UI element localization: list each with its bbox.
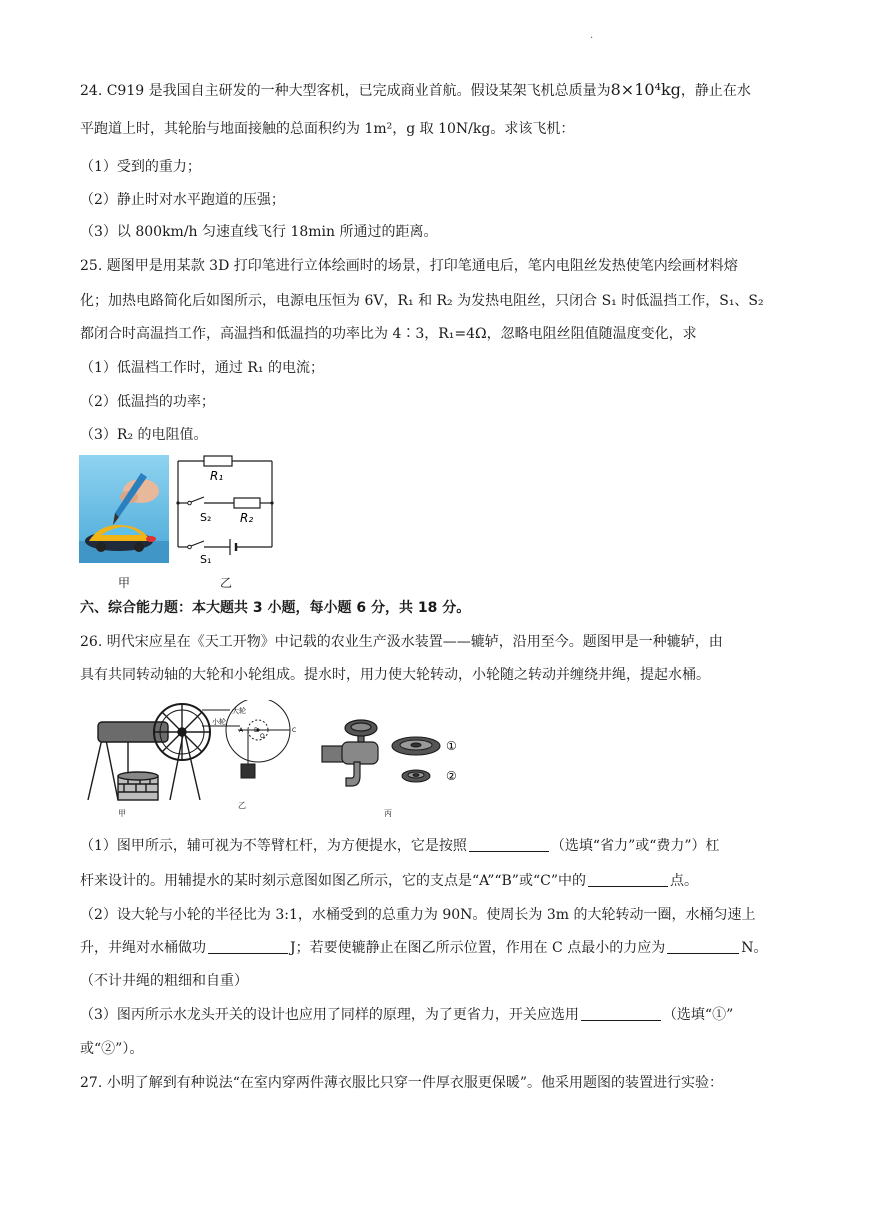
cap-yi-26: 乙	[238, 801, 246, 810]
q26-p1-d: 点。	[670, 873, 698, 889]
section-6-heading: 六、综合能力题：本大题共 3 小题，每小题 6 分，共 18 分。	[80, 600, 471, 616]
circuit-diagram	[170, 455, 280, 567]
cap-bing-26: 丙	[384, 809, 392, 818]
q26-p2-c: J；若要使辘静止在图乙所示位置，作用在 C 点最小的力应为	[290, 940, 666, 956]
header-dot: .	[590, 30, 594, 41]
answer-blank-1[interactable]	[469, 837, 549, 852]
q27-line1: 27. 小明了解到有种说法“在室内穿两件薄衣服比只穿一件厚衣服更保暖”。他采用题图的装置进行实验：	[80, 1075, 724, 1091]
q24-line1	[80, 80, 751, 101]
q24-sub2: （2）静止时对水平跑道的压强；	[80, 192, 285, 208]
q24-line1-a: 24. C919 是我国自主研发的一种大型客机，已完成商业首航。假设某架飞机总质量为	[80, 83, 611, 99]
q25-line1: 25. 题图甲是用某款 3D 打印笔进行立体绘画时的场景，打印笔通电后，笔内电阻丝发热使笔内绘画材料熔	[80, 258, 738, 274]
q26-p1-line2	[80, 871, 698, 891]
q26-p3-b: （选填“①”	[662, 1007, 734, 1023]
wheel-axle-diagram	[196, 700, 304, 796]
q26-p3-line2: 或“②”）。	[80, 1041, 144, 1057]
q26-line2: 具有共同转动轴的大轮和小轮组成。提水时，用力使大轮转动，小轮随之转动并缠绕井绳，提起水桶。	[80, 667, 710, 683]
label-r1: R₁	[210, 469, 224, 483]
q26-p2-d: N。	[741, 940, 768, 956]
q24-line2: 平跑道上时，其轮胎与地面接触的总面积约为 1m²，g 取 10N/kg。求该飞机：	[80, 121, 575, 137]
label-big-wheel: 大轮	[232, 707, 246, 715]
q25-sub2: （2）低温挡的功率；	[80, 394, 215, 410]
q24-sub1: （1）受到的重力；	[80, 159, 201, 175]
q26-p3-a: （3）图丙所示水龙头开关的设计也应用了同样的原理，为了更省力，开关应选用	[80, 1007, 579, 1023]
answer-blank-2[interactable]	[588, 872, 668, 887]
q26-p2-b: 升，井绳对水桶做功	[80, 940, 206, 956]
q26-p1-b: （选填“省力”或“费力”）杠	[550, 838, 720, 854]
q26-p1-line1	[80, 836, 720, 856]
q25-line2: 化；加热电路简化后如图所示，电源电压恒为 6V，R₁ 和 R₂ 为发热电阻丝，只闭合 S₁ 时低温挡工作，S₁、S₂	[80, 293, 764, 309]
label-o: O	[260, 733, 265, 740]
q24-mass: 8×10⁴kg	[610, 80, 681, 99]
answer-blank-5[interactable]	[581, 1006, 661, 1021]
q26-p3-line1	[80, 1005, 733, 1025]
q25-sub3: （3）R₂ 的电阻值。	[80, 427, 208, 443]
label-a: A	[239, 727, 244, 734]
faucet-figure	[320, 716, 470, 804]
q24-sub3: （3）以 800km/h 匀速直线飞行 18min 所通过的距离。	[80, 224, 438, 240]
label-r2: R₂	[240, 511, 254, 525]
q26-line1: 26. 明代宋应星在《天工开物》中记载的农业生产汲水装置——辘轳，沿用至今。题图甲是一种辘轳，由	[80, 634, 723, 650]
label-small-wheel: 小轮	[212, 718, 226, 726]
label-s2: S₂	[200, 511, 212, 524]
q26-p2-line1: （2）设大轮与小轮的半径比为 3:1，水桶受到的总重力为 90N。使周长为 3m 的大轮转动一圈，水桶匀速上	[80, 907, 756, 923]
answer-blank-3[interactable]	[208, 939, 288, 954]
pen-photo-figure	[79, 455, 169, 563]
q26-p2-note: （不计井绳的粗细和自重）	[80, 973, 248, 989]
label-b: B	[254, 727, 259, 734]
cap-jia-26: 甲	[118, 809, 126, 818]
label-s1: S₁	[200, 553, 212, 566]
q25-sub1: （1）低温档工作时，通过 R₁ 的电流；	[80, 360, 324, 376]
q26-p1-a: （1）图甲所示，辅可视为不等臂杠杆，为方便提水，它是按照	[80, 838, 467, 854]
q26-p2-line2	[80, 938, 767, 958]
q25-line3: 都闭合时高温挡工作，高温挡和低温挡的功率比为 4∶3，R₁=4Ω，忽略电阻丝阻值随温度变化，求	[80, 326, 697, 342]
q24-line1-b: ，静止在水	[680, 83, 751, 99]
fig-caption-yi: 乙	[220, 576, 233, 590]
answer-blank-4[interactable]	[667, 939, 739, 954]
label-c: C	[292, 727, 297, 734]
fig-caption-jia: 甲	[118, 576, 131, 590]
knob1-label: ①	[446, 739, 457, 753]
knob2-label: ②	[446, 769, 457, 783]
q26-p1-c: 杆来设计的。用辅提水的某时刻示意图如图乙所示，它的支点是“A”“B”或“C”中的	[80, 873, 586, 889]
